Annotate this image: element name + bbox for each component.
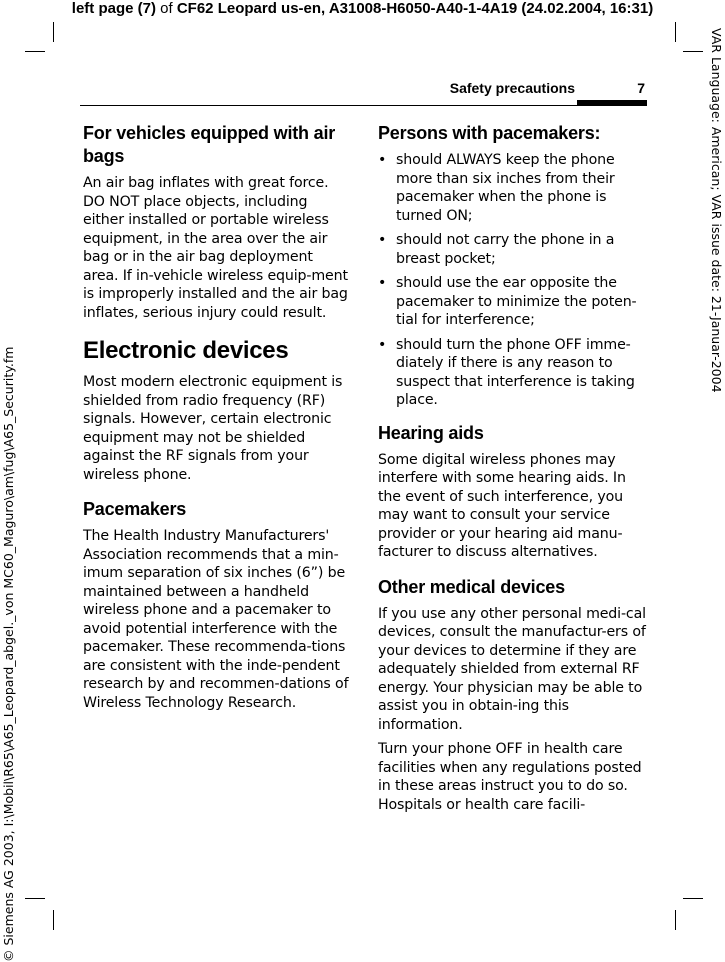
crop-mark xyxy=(25,51,45,52)
crop-mark xyxy=(675,22,676,42)
persons-with-pacemakers-heading: Persons with pacemakers: xyxy=(378,123,601,143)
crop-mark xyxy=(53,22,54,42)
list-item xyxy=(378,151,646,225)
other-medical-devices-heading: Other medical devices xyxy=(378,576,565,597)
pacemakers-heading: Pacemakers xyxy=(83,499,187,519)
side-language-note: VAR Language: American; VAR issue date: 21-Januar-2004 xyxy=(709,28,724,393)
pacemakers-paragraph: The Health Industry Manufacturers' Association recommends that a min-imum separation of six inches (6”) be maintained between a handheld wireless phone and a pacemaker to avoid potential interference with the pacemaker. These recommenda-tions are consistent with the inde-pendent research by and recommen-dations of Wireless Technology Research. xyxy=(83,528,349,711)
print-info-line xyxy=(0,0,725,18)
list-item xyxy=(378,274,646,330)
bullet-icon: • xyxy=(378,336,387,353)
header-tab-bar xyxy=(577,100,647,105)
crop-mark xyxy=(675,910,676,930)
crop-mark xyxy=(683,51,703,52)
bullet-icon: • xyxy=(378,275,387,291)
other-medical-paragraph-2: Turn your phone OFF in health care facilities when any regulations posted in these areas instruct you to do so. Hospitals or health care facili- xyxy=(378,741,642,813)
print-info-file: CF62 Leopard us-en, A31008-H6050-A40-1-4A19 (24.02.2004, 16:31) xyxy=(176,0,654,17)
hearing-aids-paragraph: Some digital wireless phones may interfere with some hearing aids. In the event of such interference, you may want to consult your service provider or your hearing aid manu-facturer to discuss alternatives. xyxy=(378,451,626,560)
section-title: Safety precautions xyxy=(449,80,575,96)
list-item-text: should not carry the phone in a breast pocket; xyxy=(396,232,615,267)
bullet-icon: • xyxy=(378,232,387,248)
running-header xyxy=(80,78,647,106)
bullet-icon: • xyxy=(378,152,387,168)
right-column xyxy=(378,122,646,828)
crop-mark xyxy=(25,898,45,899)
left-column xyxy=(83,122,351,726)
airbags-heading: For vehicles equipped with air bags xyxy=(83,123,336,166)
list-item-text: should use the ear opposite the pacemaker to minimize the poten-tial for interference; xyxy=(396,275,637,328)
pacemaker-advice-list xyxy=(378,151,646,410)
hearing-aids-heading: Hearing aids xyxy=(378,422,484,443)
other-medical-paragraph-1: If you use any other personal medi-cal devices, consult the manufactur-ers of your devices to determine if they are adequately shielded from external RF energy. Your physician may be able to assist you in obtain-ing this information. xyxy=(378,605,646,733)
airbags-paragraph: An air bag inflates with great force. DO NOT place objects, including either installed or portable wireless equipment, in the area over the air bag or in the air bag deployment area. If in-vehicle wireless equip-ment is improperly installed and the air bag inflates, serious injury could result. xyxy=(83,175,348,321)
print-info-page: left page (7) xyxy=(71,0,156,17)
list-item xyxy=(378,336,646,410)
list-item xyxy=(378,231,646,268)
page-number: 7 xyxy=(637,80,645,96)
electronic-devices-paragraph: Most modern electronic equipment is shielded from radio frequency (RF) signals. However, certain electronic equipment may not be shielded against the RF signals from your wireless phone. xyxy=(83,374,343,483)
crop-mark xyxy=(683,898,703,899)
electronic-devices-heading: Electronic devices xyxy=(83,337,289,364)
crop-mark xyxy=(53,910,54,930)
list-item-text: should turn the phone OFF imme-diately if there is any reason to suspect that interference is taking place. xyxy=(396,336,635,408)
side-copyright-path: © Siemens AG 2003, I:\Mobil\R65\A65_Leopard_abgel._von MC60_Maguro\am\fug\A65_Security.fm xyxy=(1,346,16,962)
print-info-of: of xyxy=(155,0,177,17)
list-item-text: should ALWAYS keep the phone more than six inches from their pacemaker when the phone is turned ON; xyxy=(396,152,615,224)
